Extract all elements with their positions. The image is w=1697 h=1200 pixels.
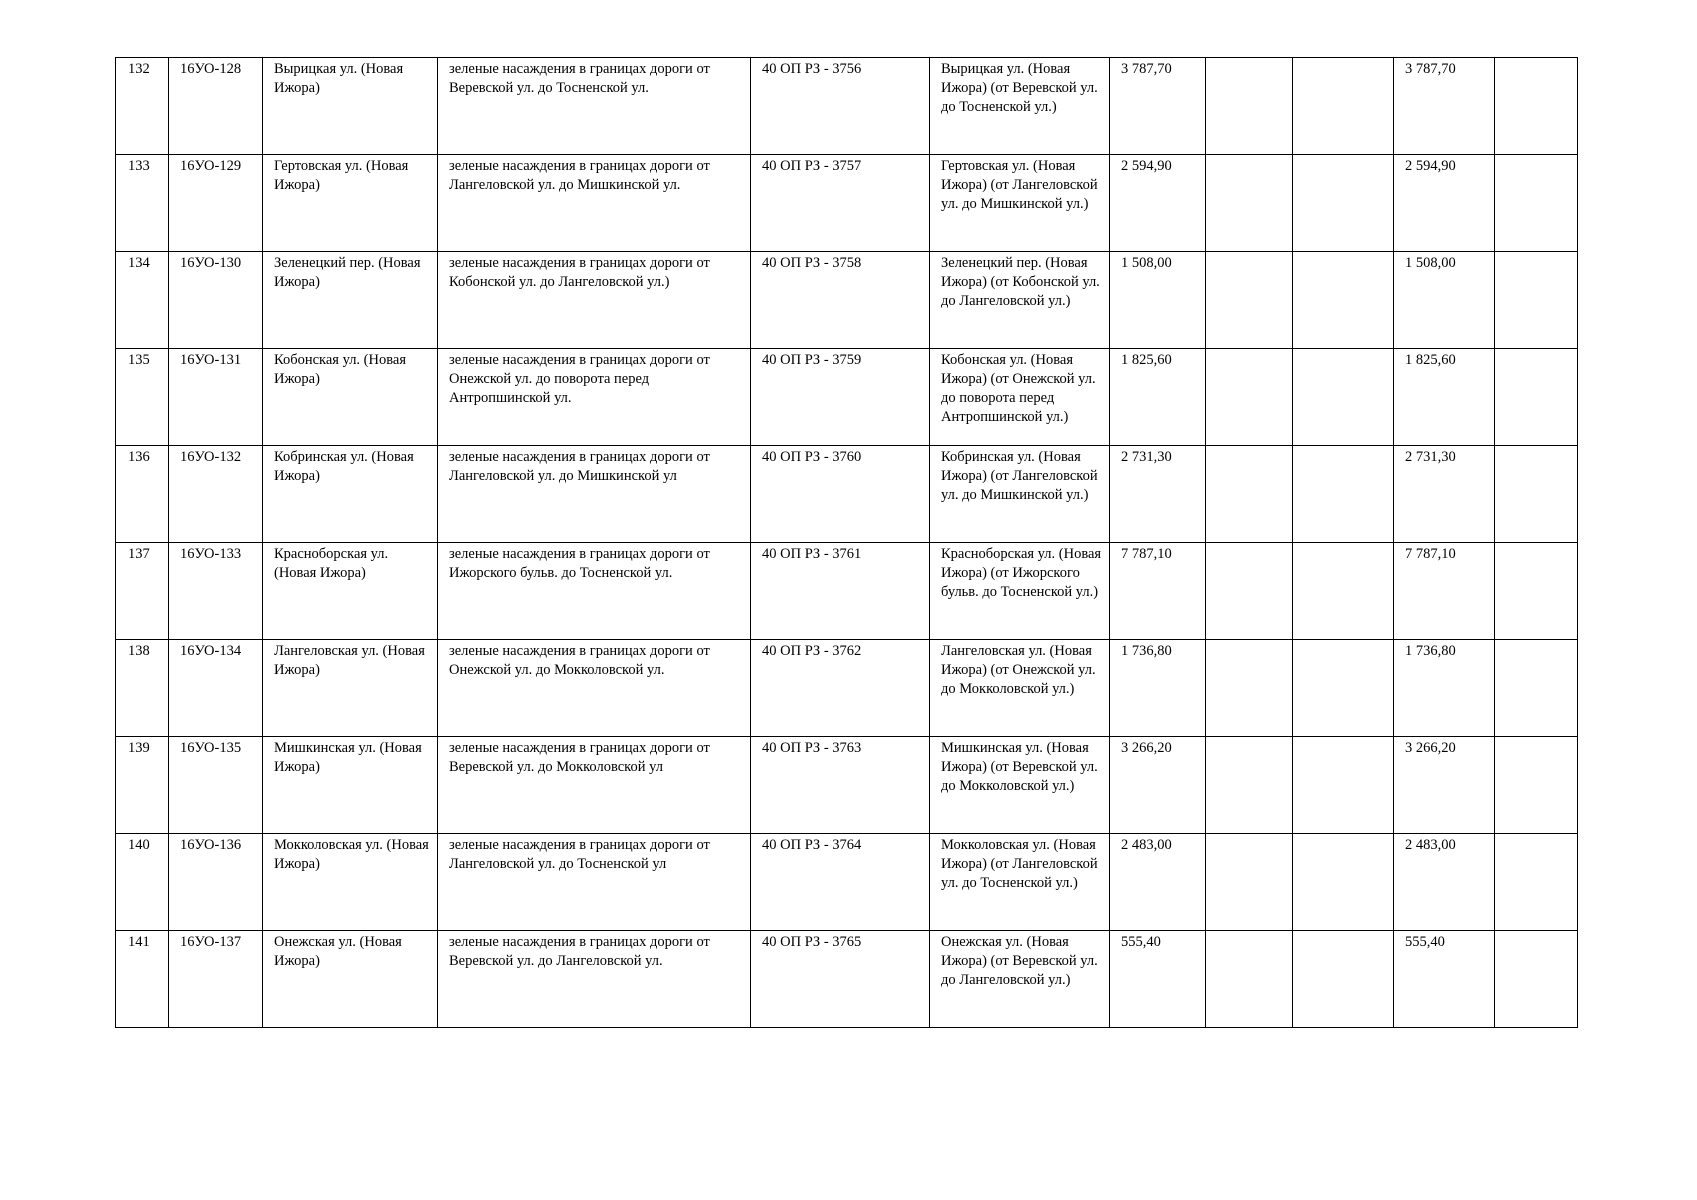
empty-cell [1495,252,1578,349]
description-cell: зеленые насаждения в границах дороги от Кобонской ул. до Лангеловской ул.) [438,252,751,349]
area-cell: 1 825,60 [1110,349,1206,446]
area-cell: 1 736,80 [1110,640,1206,737]
empty-cell [1495,446,1578,543]
row-number-cell: 138 [116,640,169,737]
empty-cell [1495,931,1578,1028]
empty-cell [1293,446,1394,543]
row-number-cell: 140 [116,834,169,931]
area-cell: 555,40 [1110,931,1206,1028]
table-row [116,58,1578,155]
road-id-cell: 40 ОП РЗ - 3761 [751,543,930,640]
empty-cell [1495,155,1578,252]
row-number-cell: 136 [116,446,169,543]
empty-cell [1206,834,1293,931]
description-cell: зеленые насаждения в границах дороги от Онежской ул. до поворота перед Антропшинской ул. [438,349,751,446]
row-number-cell: 133 [116,155,169,252]
empty-cell [1293,737,1394,834]
table-row [116,834,1578,931]
object-code-cell: 16УО-135 [169,737,263,834]
object-code-cell: 16УО-134 [169,640,263,737]
description-cell: зеленые насаждения в границах дороги от Лангеловской ул. до Мишкинской ул. [438,155,751,252]
road-id-cell: 40 ОП РЗ - 3763 [751,737,930,834]
empty-cell [1495,834,1578,931]
road-name-cell: Гертовская ул. (Новая Ижора) (от Лангеловской ул. до Мишкинской ул.) [930,155,1110,252]
total-cell: 2 594,90 [1394,155,1495,252]
empty-cell [1206,931,1293,1028]
object-code-cell: 16УО-129 [169,155,263,252]
empty-cell [1495,737,1578,834]
road-name-cell: Онежская ул. (Новая Ижора) (от Веревской ул. до Лангеловской ул.) [930,931,1110,1028]
empty-cell [1495,543,1578,640]
description-cell: зеленые насаждения в границах дороги от Лангеловской ул. до Мишкинской ул [438,446,751,543]
object-code-cell: 16УО-131 [169,349,263,446]
row-number-cell: 139 [116,737,169,834]
empty-cell [1495,58,1578,155]
road-id-cell: 40 ОП РЗ - 3760 [751,446,930,543]
table-row [116,446,1578,543]
empty-cell [1293,931,1394,1028]
area-cell: 3 787,70 [1110,58,1206,155]
object-code-cell: 16УО-133 [169,543,263,640]
description-cell: зеленые насаждения в границах дороги от Ижорского бульв. до Тосненской ул. [438,543,751,640]
total-cell: 555,40 [1394,931,1495,1028]
area-cell: 1 508,00 [1110,252,1206,349]
empty-cell [1206,349,1293,446]
registry-body [116,58,1578,1028]
road-id-cell: 40 ОП РЗ - 3759 [751,349,930,446]
area-cell: 7 787,10 [1110,543,1206,640]
total-cell: 7 787,10 [1394,543,1495,640]
street-name-cell: Красноборская ул. (Новая Ижора) [263,543,438,640]
total-cell: 1 508,00 [1394,252,1495,349]
description-cell: зеленые насаждения в границах дороги от Веревской ул. до Мокколовской ул [438,737,751,834]
road-id-cell: 40 ОП РЗ - 3765 [751,931,930,1028]
table-row [116,737,1578,834]
road-name-cell: Мокколовская ул. (Новая Ижора) (от Лангеловской ул. до Тосненской ул.) [930,834,1110,931]
street-name-cell: Онежская ул. (Новая Ижора) [263,931,438,1028]
table-row [116,252,1578,349]
empty-cell [1293,252,1394,349]
empty-cell [1206,446,1293,543]
description-cell: зеленые насаждения в границах дороги от Веревской ул. до Тосненской ул. [438,58,751,155]
row-number-cell: 137 [116,543,169,640]
street-name-cell: Лангеловская ул. (Новая Ижора) [263,640,438,737]
area-cell: 3 266,20 [1110,737,1206,834]
road-name-cell: Зеленецкий пер. (Новая Ижора) (от Кобонской ул. до Лангеловской ул.) [930,252,1110,349]
object-code-cell: 16УО-128 [169,58,263,155]
road-id-cell: 40 ОП РЗ - 3764 [751,834,930,931]
table-row [116,640,1578,737]
street-name-cell: Вырицкая ул. (Новая Ижора) [263,58,438,155]
total-cell: 1 736,80 [1394,640,1495,737]
road-id-cell: 40 ОП РЗ - 3757 [751,155,930,252]
object-code-cell: 16УО-137 [169,931,263,1028]
road-id-cell: 40 ОП РЗ - 3756 [751,58,930,155]
empty-cell [1293,543,1394,640]
row-number-cell: 141 [116,931,169,1028]
object-code-cell: 16УО-132 [169,446,263,543]
empty-cell [1293,349,1394,446]
street-name-cell: Мокколовская ул. (Новая Ижора) [263,834,438,931]
table-row [116,543,1578,640]
table-row [116,155,1578,252]
street-name-cell: Зеленецкий пер. (Новая Ижора) [263,252,438,349]
table-row [116,349,1578,446]
description-cell: зеленые насаждения в границах дороги от Веревской ул. до Лангеловской ул. [438,931,751,1028]
row-number-cell: 135 [116,349,169,446]
object-code-cell: 16УО-130 [169,252,263,349]
total-cell: 3 787,70 [1394,58,1495,155]
area-cell: 2 594,90 [1110,155,1206,252]
empty-cell [1206,640,1293,737]
road-name-cell: Кобринская ул. (Новая Ижора) (от Лангеловской ул. до Мишкинской ул.) [930,446,1110,543]
road-name-cell: Мишкинская ул. (Новая Ижора) (от Веревской ул. до Мокколовской ул.) [930,737,1110,834]
registry-table [115,57,1578,1028]
empty-cell [1293,834,1394,931]
description-cell: зеленые насаждения в границах дороги от Онежской ул. до Мокколовской ул. [438,640,751,737]
road-name-cell: Кобонская ул. (Новая Ижора) (от Онежской ул. до поворота перед Антропшинской ул.) [930,349,1110,446]
road-name-cell: Вырицкая ул. (Новая Ижора) (от Веревской ул. до Тосненской ул.) [930,58,1110,155]
empty-cell [1206,252,1293,349]
empty-cell [1206,543,1293,640]
object-code-cell: 16УО-136 [169,834,263,931]
road-id-cell: 40 ОП РЗ - 3758 [751,252,930,349]
street-name-cell: Гертовская ул. (Новая Ижора) [263,155,438,252]
area-cell: 2 731,30 [1110,446,1206,543]
empty-cell [1206,737,1293,834]
total-cell: 3 266,20 [1394,737,1495,834]
total-cell: 1 825,60 [1394,349,1495,446]
empty-cell [1495,349,1578,446]
street-name-cell: Мишкинская ул. (Новая Ижора) [263,737,438,834]
row-number-cell: 132 [116,58,169,155]
empty-cell [1293,155,1394,252]
empty-cell [1293,58,1394,155]
table-row [116,931,1578,1028]
empty-cell [1495,640,1578,737]
area-cell: 2 483,00 [1110,834,1206,931]
road-name-cell: Лангеловская ул. (Новая Ижора) (от Онежской ул. до Мокколовской ул.) [930,640,1110,737]
empty-cell [1293,640,1394,737]
row-number-cell: 134 [116,252,169,349]
road-name-cell: Красноборская ул. (Новая Ижора) (от Ижорского бульв. до Тосненской ул.) [930,543,1110,640]
total-cell: 2 483,00 [1394,834,1495,931]
road-id-cell: 40 ОП РЗ - 3762 [751,640,930,737]
description-cell: зеленые насаждения в границах дороги от Лангеловской ул. до Тосненской ул [438,834,751,931]
total-cell: 2 731,30 [1394,446,1495,543]
empty-cell [1206,58,1293,155]
street-name-cell: Кобонская ул. (Новая Ижора) [263,349,438,446]
empty-cell [1206,155,1293,252]
street-name-cell: Кобринская ул. (Новая Ижора) [263,446,438,543]
